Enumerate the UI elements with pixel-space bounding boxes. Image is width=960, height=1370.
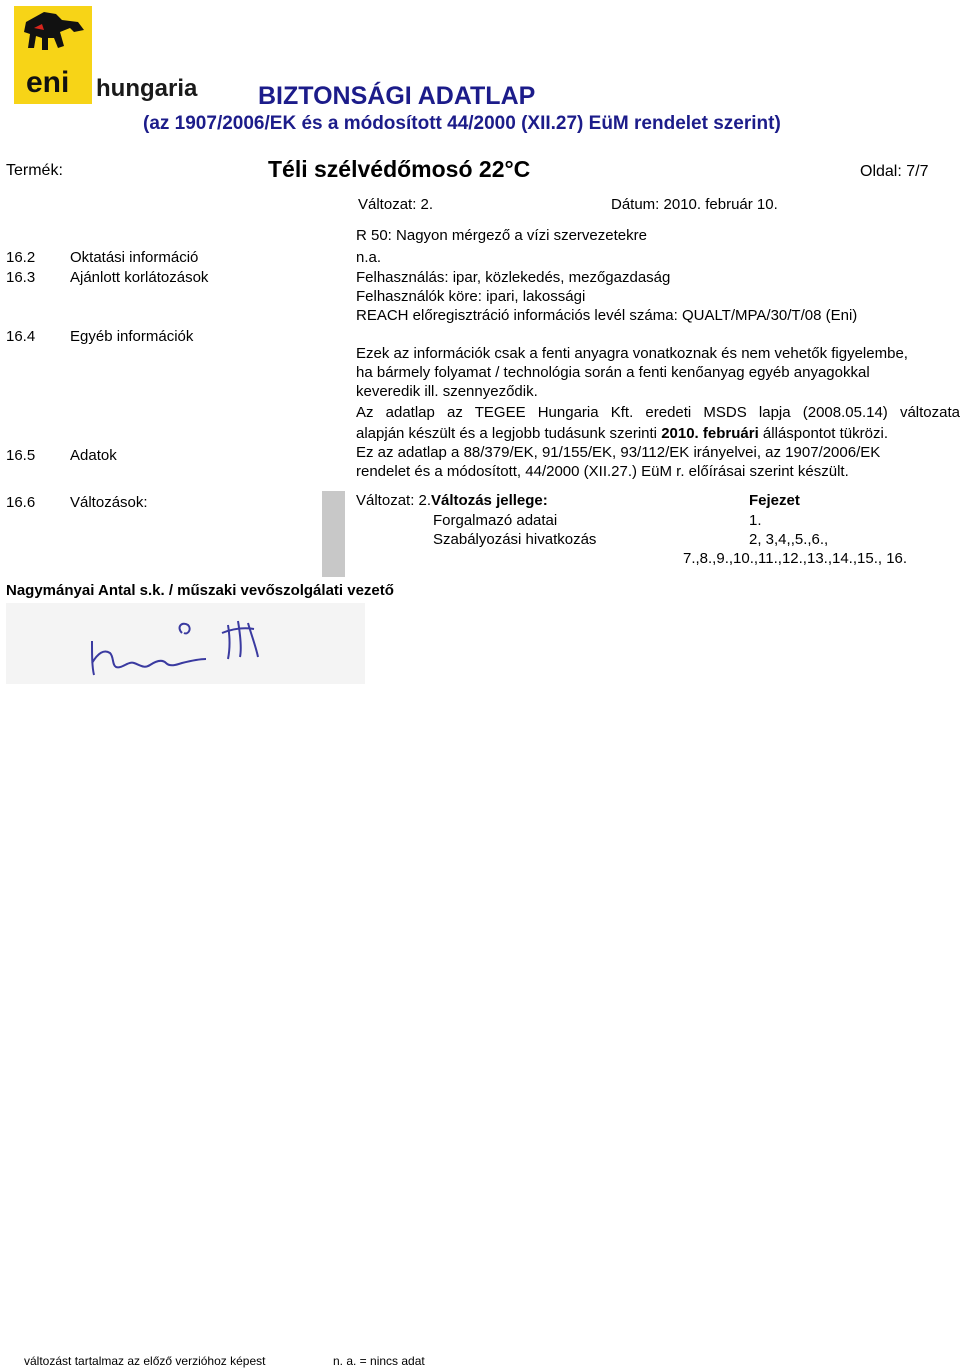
handwritten-signature-icon [6,603,365,684]
chapter-header: Fejezet [749,492,800,509]
change-row-chapter-cont: 7.,8.,9.,10.,11.,12.,13.,14.,15., 16. [683,550,908,567]
section-label: Oktatási információ [70,249,199,266]
usage-line: Felhasználás: ipar, közlekedés, mezőgazdaság [356,269,671,286]
section-label: Adatok [70,447,117,464]
section-number: 16.4 [6,328,36,345]
section-number: 16.6 [6,494,36,511]
change-row-chapter: 1. [749,512,762,529]
date-label: Dátum: 2010. február 10. [611,196,778,213]
svg-text:hungaria: hungaria [96,75,198,102]
signer-name: Nagymányai Antal s.k. / műszaki vevőszolgálati vezető [6,582,394,599]
section-label: Egyéb információk [70,328,194,345]
footer-legend-na: n. a. = nincs adat [333,1354,425,1368]
section-number: 16.5 [6,447,36,464]
section-value: n.a. [356,249,382,266]
info-paragraph-line: keveredik ill. szennyeződik. [356,383,538,400]
footer-legend-change: változást tartalmaz az előző verzióhoz képest [24,1354,266,1368]
source-paragraph-line: alapján készült és a legjobb tudásunk szerinti 2010. februári álláspontot tükrözi. [356,425,888,442]
change-row-label: Szabályozási hivatkozás [433,531,597,548]
version-label: Változat: 2. [358,196,434,213]
changes-header: Változat: 2.Változás jellege: [356,492,548,509]
reach-line: REACH előregisztráció információs levél száma: QUALT/MPA/30/T/08 (Eni) [356,307,858,324]
change-row-label: Forgalmazó adatai [433,512,558,529]
section-number: 16.2 [6,249,36,266]
info-paragraph-line: Ezek az információk csak a fenti anyagra vonatkoznak és nem vehetők figyelembe, [356,345,908,362]
regulation-line: rendelet és a módosított, 44/2000 (XII.27.) EüM r. előírásai szerint készült. [356,463,849,480]
date-emphasis: 2010. februári [661,425,759,442]
section-label: Változások: [70,494,148,511]
change-row-chapter: 2, 3,4,,5.,6., [749,531,829,548]
change-marker-bar [322,491,345,577]
product-name: Téli szélvédőmosó 22°C [268,156,531,182]
page-number: Oldal: 7/7 [860,163,929,180]
section-label: Ajánlott korlátozások [70,269,209,286]
document-title: BIZTONSÁGI ADATLAP [258,82,536,110]
eni-hungaria-logo [4,2,212,106]
info-paragraph-line: ha bármely folyamat / technológia során a fenti kenőanyag egyéb anyagokkal [356,364,870,381]
regulation-line: Ez az adatlap a 88/379/EK, 91/155/EK, 93/112/EK irányelvei, az 1907/2006/EK [356,444,881,461]
svg-text:eni: eni [26,66,70,99]
product-label: Termék: [6,162,63,179]
r-phrase: R 50: Nagyon mérgező a vízi szervezetekre [356,227,647,244]
source-paragraph-line: Az adatlap az TEGEE Hungaria Kft. eredeti MSDS lapja (2008.05.14) változata [356,404,960,421]
document-subtitle: (az 1907/2006/EK és a módosított 44/2000 (XII.27) EüM rendelet szerint) [143,113,781,134]
users-line: Felhasználók köre: ipari, lakossági [356,288,586,305]
eni-dog-logo-icon [4,2,212,106]
signature-image [6,603,365,684]
section-number: 16.3 [6,269,36,286]
